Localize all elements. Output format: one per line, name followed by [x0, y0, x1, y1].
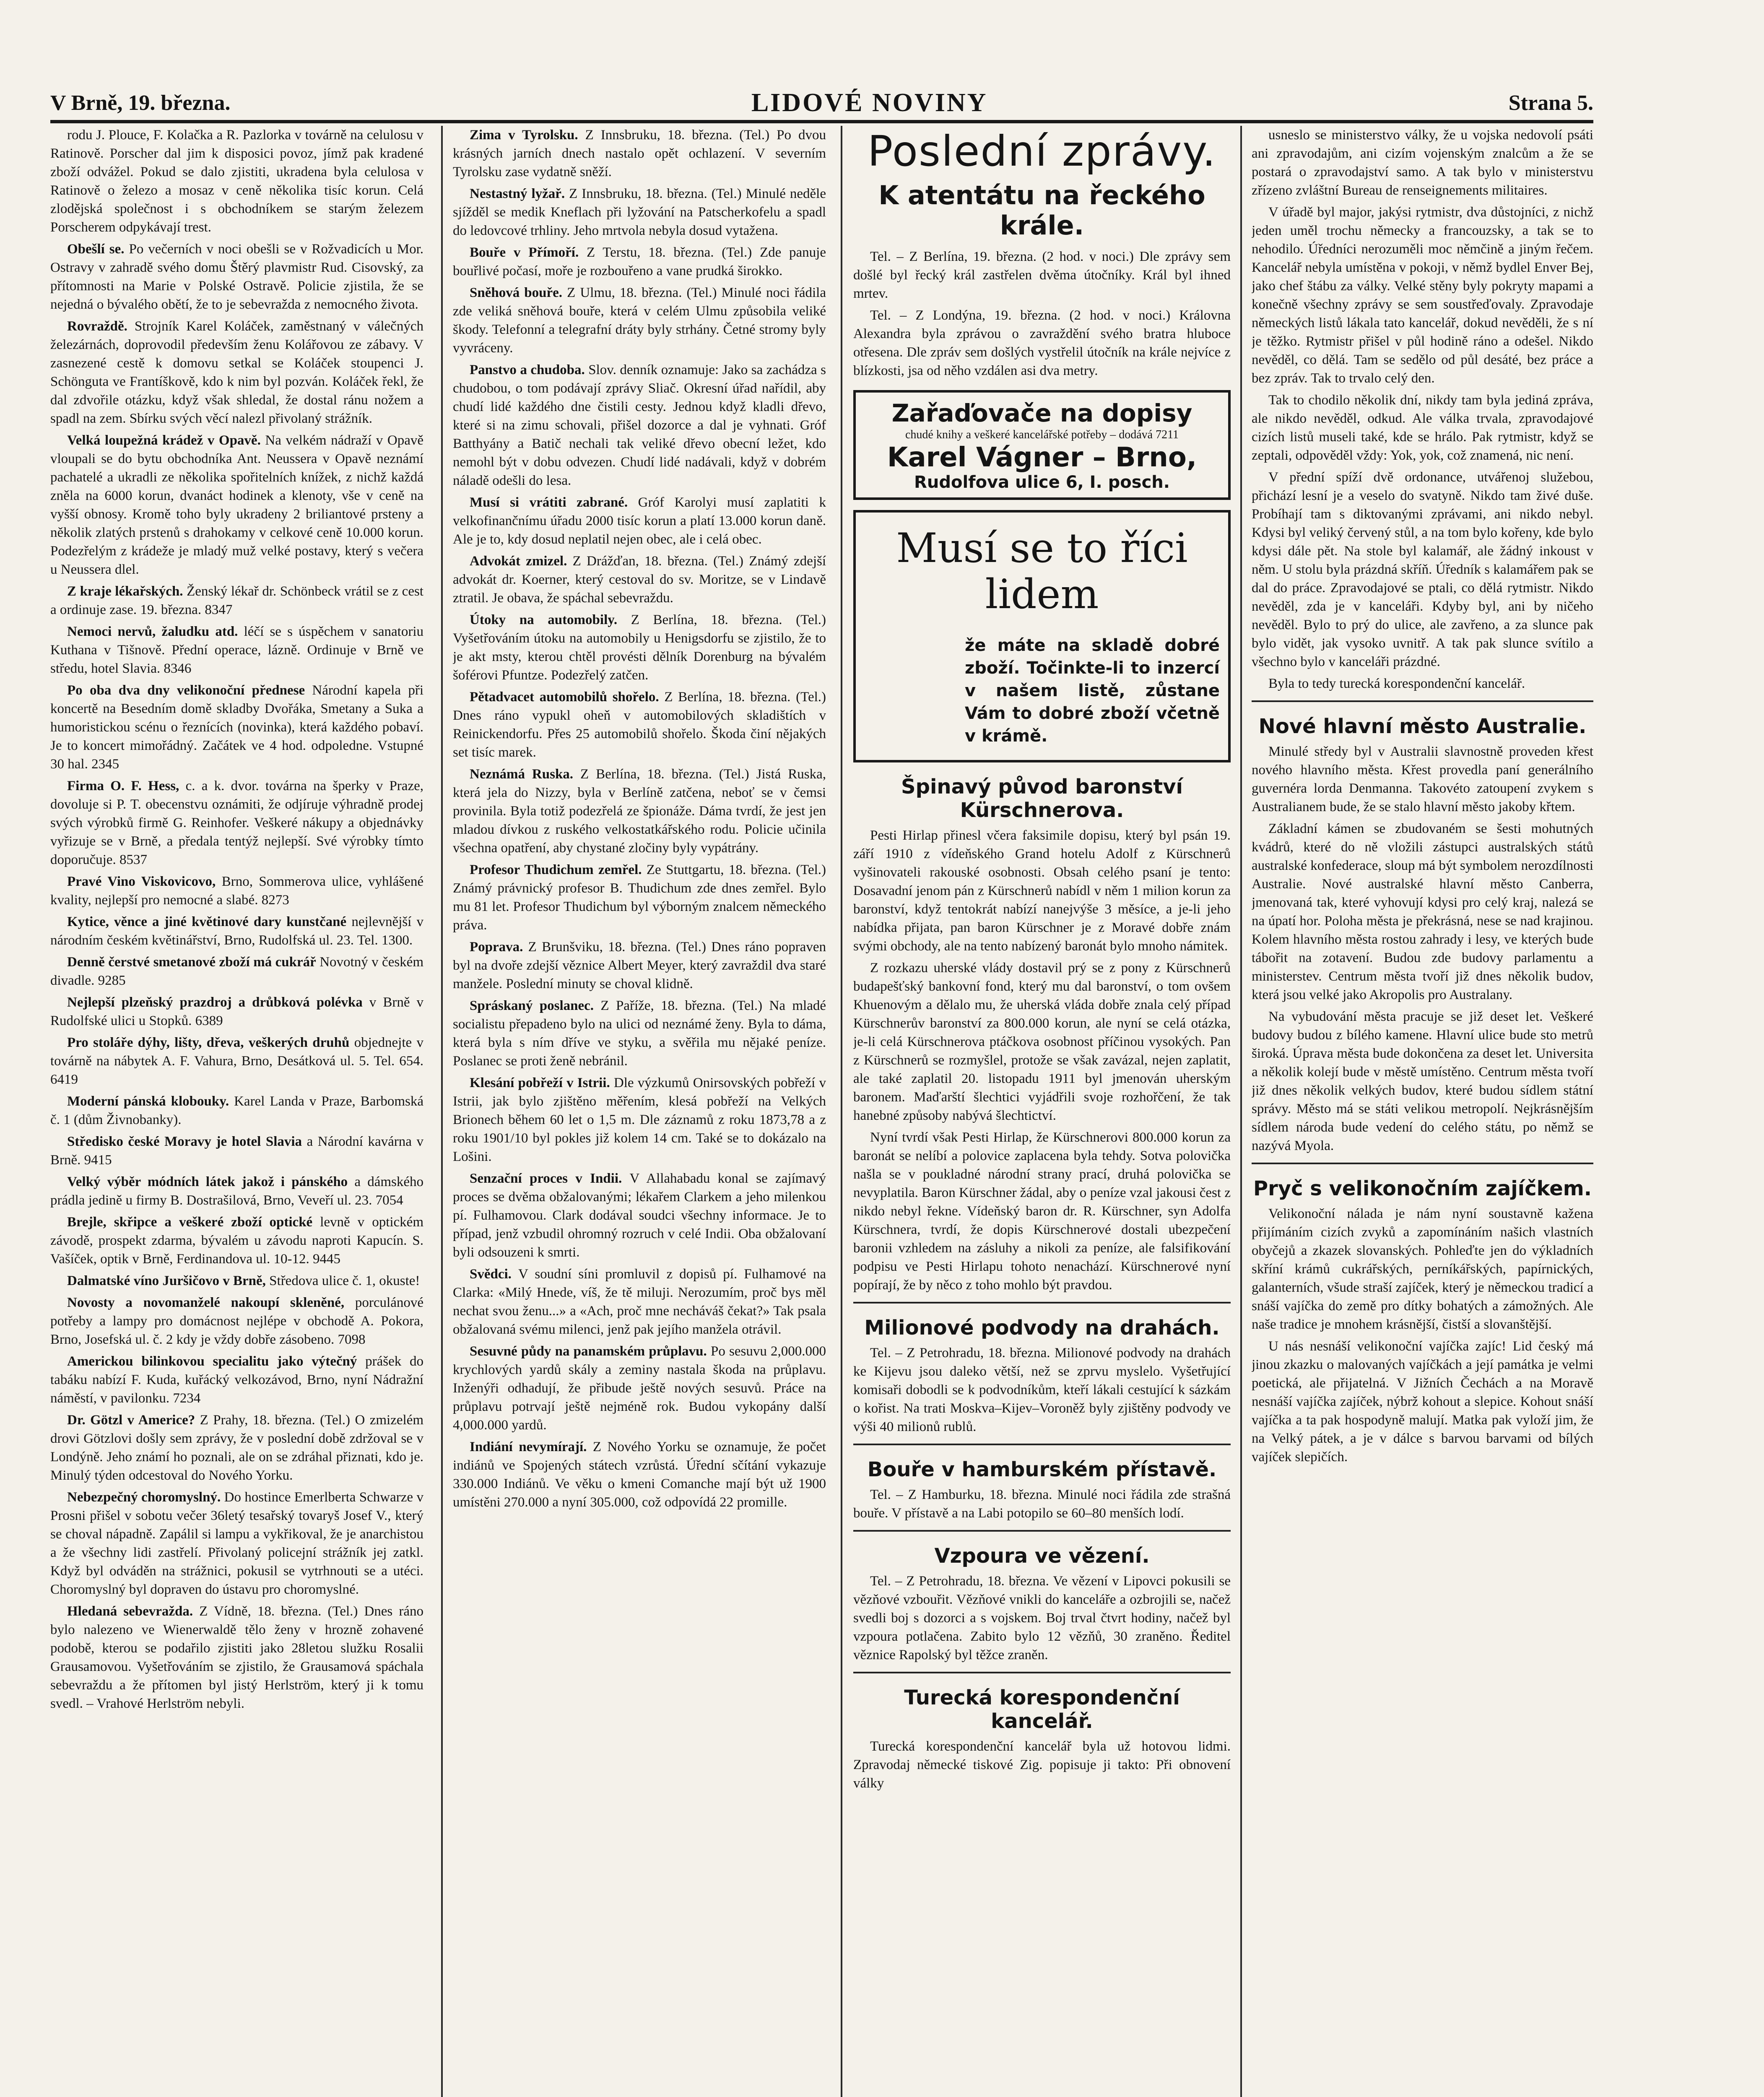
news-item-text: a Národní kavárna v Brně. 9415	[50, 1134, 423, 1168]
news-item-text: Národní kapela při koncertě na Besedním domě skladby Dvořáka, Smetany a Suka a humoristickou scénu o řeznících (novinka), která každého pobaví. Je to koncert mimořádný. Začátek ve 4 hod. odpoledne. Vstupné 30 hal. 2345	[50, 683, 423, 772]
masthead-title: LIDOVÉ NOVINY	[751, 88, 988, 117]
news-item-text: Z Paříže, 18. března. (Tel.) Na mladé socialistu přepadeno bylo na ulici od neznámé ženy. Byla to dáma, která byla s ním dříve ve styku, a svěřila mu nějaké peníze. Poslanec se proti ženě nebránil.	[453, 998, 826, 1069]
news-item-text: Z Berlína, 18. března. (Tel.) Jistá Ruska, která jela do Nizzy, byla v Berlíně zatčena, neboť se v čemsi provinila. Byla totiž podezřelá ze špionáže. Dáma tvrdí, že jest jen mladou dívkou z ruského velkostatkářského rodu. Policie učinila všechna opatření, aby chystané zločiny byly vypátrány.	[453, 767, 826, 856]
news-item-text: Slov. denník oznamuje: Jako sa zachádza s chudobou, o tom podávají zprávy Sliač. Okresní úřad nařídil, aby chudí lidé každého dne čistili cesty. Jednou když kladli dřevo, které si na zimu schovali, přišel dozorce a dal je vyhnati. Gróf Batthyány a Batič nechali tak veliké dřevo obecní ležet, kdo nemohl být v dobu odvezen. Chudí lidé nadávali, když v dobrém náladě odešli do lesa.	[453, 362, 826, 488]
news-item-kicker: Dr. Götzl v Americe?	[67, 1413, 200, 1428]
advertisement-vagner	[853, 390, 1231, 500]
news-item	[50, 317, 423, 428]
news-item	[50, 953, 423, 990]
news-item-text: Do hostince Emerlberta Schwarze v Prosni přišel v sobotu večer 36letý tesařský tovaryš Josef V., který se choval nápadně. Zapálil si lampu a vykřikoval, že je anarchistou a že všechny lidi zastřelí. Přivolaný policejní strážník jej zatkl. Když byl odváděn na strážnici, pokusil se vytrhnouti se a utéci. Choromyslný byl dopraven do ústavu pro choromyslné.	[50, 1490, 423, 1597]
article-paragraph: Pesti Hirlap přinesl včera faksimile dopisu, který byl psán 19. září 1910 z vídeňského Grand hotelu Adolf z Kürschnerů vyšinovateli rakouské osobnosti. Obsah celého psaní je tento: Dosavadní jenom pán z Kürschnerů nabídl v něm 1 milion korun za baronství, když tentokrát nabízí nanejvýše 3 měsíce, a je-li jeho nabídka přijata, pan baron Kürschner je z Moravé dobře znám svými obchody, ale na tento nabízený baronát bylo mnoho námitek.	[853, 828, 1231, 954]
section-divider	[853, 1530, 1231, 1532]
article-heading-podvody: Milionové podvody na drahách.	[864, 1316, 1220, 1340]
news-item	[453, 126, 826, 181]
news-item	[50, 1602, 423, 1713]
news-item-text: Brno, Sommerova ulice, vyhlášené kvality, nejlepší pro nemocné a slabé. 8273	[50, 874, 423, 908]
news-item	[50, 1033, 423, 1089]
news-item	[853, 247, 1231, 303]
news-item-kicker: Pětadvacet automobilů shořelo.	[470, 689, 665, 705]
news-item-kicker: Nejlepší plzeňský prazdroj a drůbková polévka	[67, 995, 369, 1010]
article-heading-turecka: Turecká korespondenční kancelář.	[904, 1686, 1180, 1733]
news-item-text: Gróf Karolyi musí zaplatiti k velkofinančnímu úřadu 2000 tisíc korun a platí 13.000 korun daně. Ale je to, kdy dosud neplatil nejen obec, ale i celá obec.	[453, 495, 826, 547]
news-item-text: Z Prahy, 18. března. (Tel.) O zmizelém drovi Götzlovi došly sem zprávy, že v poslední době zdržoval se v Londýně. Jeho známí ho poznali, ale on se zdráhal přiznati, kdo je. Minulý týden odcestoval do Nového Yorku.	[50, 1413, 423, 1483]
news-item-kicker: Po oba dva dny velikonoční přednese	[67, 683, 312, 698]
news-item	[50, 1132, 423, 1169]
news-item-kicker: Indiání nevymírají.	[470, 1439, 593, 1454]
news-item-kicker: Nebezpečný choromyslný.	[67, 1490, 224, 1505]
section-divider	[853, 1672, 1231, 1673]
news-item	[50, 431, 423, 579]
news-item-kicker: Profesor Thudichum zemřel.	[470, 862, 647, 877]
news-item-text: V úřadě byl major, jakýsi rytmistr, dva důstojníci, z nichž jeden uměl trochu německy a francouzsky, a tak se to nehodilo. Úředníci nerozuměli moc němčině a jiným řečem. Kancelář nebyla umístěna v pokoji, v němž bydlel Enver Bej, jako chef štábu za války. Velké stěny byly pokryty mapami a konečně všechny zprávy se sem soustřeďovaly. Zpravodaje německých listů lákala tato kancelář, dokud nevěděli, že s ní je těžko. Rytmistr přišel v půl hodině ráno a odešel. Nikdo nevěděl, co dělá. Tam se sedělo od půl desáté, bez práce a bez zpráv. Tak to trvalo celý den.	[1252, 205, 1593, 386]
header-rule	[50, 120, 1593, 123]
news-item-text: Z Nového Yorku se oznamuje, že počet indiánů ve Spojených státech vzrůstá. Úřední sčítání vykazuje 330.000 Indiánů. Ve věku o kmeni Comanche mají být už 1900 umístěni 270.000 a nyní 305.000, což odpovídá 22 promille.	[453, 1439, 826, 1510]
news-item-kicker: Útoky na automobily.	[470, 612, 631, 627]
news-item	[50, 777, 423, 869]
news-item	[453, 861, 826, 934]
news-item-kicker: Musí si vrátiti zabrané.	[470, 495, 638, 510]
news-item-text: Z Terstu, 18. března. (Tel.) Zde panuje bouřlivé počasí, moře je rozbouřeno a vane prudká širokko.	[453, 245, 826, 278]
news-item-text: Karel Landa v Praze, Barbomská č. 1 (dům Živnobanky).	[50, 1094, 423, 1127]
news-item-text: Z Berlína, 18. března. (Tel.) Vyšetřováním útoku na automobily u Henigsdorfu se zjistilo, že to je akt msty, kterou chtěl provésti dělník Dorenburg na bývalém šoférovi Pfuntze. Podezřelý zatčen.	[453, 612, 826, 683]
news-item-kicker: Z kraje lékařských.	[67, 584, 187, 599]
news-item-kicker: Kytice, věnce a jiné květinové dary kunstčané	[67, 914, 352, 929]
news-item-text: Novotný v českém divadle. 9285	[50, 955, 423, 988]
article-heading-kurschner: Špinavý původ baronství Kürschnerova.	[901, 775, 1183, 822]
news-item	[453, 185, 826, 240]
news-item-kicker: Americkou bilinkovou specialitu jako výtečný	[67, 1354, 366, 1369]
news-item-kicker: Klesání pobřeží v Istrii.	[470, 1075, 614, 1090]
article-heading-vzpoura: Vzpoura ve vězení.	[934, 1544, 1150, 1568]
news-item-text: c. a k. dvor. továrna na šperky v Praze, dovoluje si P. T. obecenstvu oznámiti, že odjíruje výhradně prodej svých výrobků firmě G. Reinhofer. Veškeré nákupy a objednávky vyřizuje se v Brně, a předala tentýž nejlepší. Své výrobky tímto doporučuje. 8537	[50, 778, 423, 867]
news-item	[50, 126, 423, 237]
news-item	[453, 493, 826, 549]
news-item-text: Tel. – Z Berlína, 19. března. (2 hod. v noci.) Dle zprávy sem došlé byl řecký král zastřelen dvěma útočníky. Král byl ihned mrtev.	[853, 249, 1231, 301]
ad-vagner-name: Karel Vágner – Brno,	[887, 442, 1197, 473]
news-item-text: nejlevnější v národním českém květinářství, Brno, Rudolfská ul. 23. Tel. 1300.	[50, 914, 423, 948]
news-item-kicker: Poprava.	[470, 939, 528, 955]
news-item	[50, 1352, 423, 1408]
news-item-kicker: Hledaná sebevražda.	[67, 1604, 200, 1619]
news-item-text: Z Brunšviku, 18. března. (Tel.) Dnes ráno popraven byl na dvoře zdejší věznice Albert Meyer, který zavraždil dva staré manžele. Poslední minuty se choval klidně.	[453, 939, 826, 991]
news-item	[453, 611, 826, 684]
article-paragraph: Minulé středy byl v Australii slavnostně proveden křest nového hlavního města. Křest provedla paní generálního guvernéra lorda Denmanna. Takovéto zatoupení zvykem s Australianem bude, že se stalo hlavní město jakoby křtem.	[1252, 744, 1593, 814]
news-item-text: levně v optickém závodě, prospekt zdarma, bývalém u závodu naproti Kapucín. S. Vašíček, optik v Brně, Ferdinandova ul. 10-12. 9445	[50, 1215, 423, 1267]
article-heading-australie: Nové hlavní město Australie.	[1258, 715, 1587, 738]
news-item	[50, 872, 423, 909]
news-item-kicker: Obešlí se.	[67, 242, 129, 257]
news-item-text: Ženský lékař dr. Schönbeck vrátil se z cest a ordinuje zase. 19. března. 8347	[50, 584, 423, 617]
news-item-text: Po večerních v noci obešli se v Rožvadicích u Mor. Ostravy v zahradě svého domu Štěrý plavmistr Rud. Cisovský, za přítomnosti na Marie v Polské Ostravě. Policie zjistila, že se nejedná o bývalého obětí, že to je sebevražda z nemocného života.	[50, 242, 423, 312]
news-item	[50, 582, 423, 619]
column-divider	[841, 126, 842, 2097]
news-item-kicker: Advokát zmizel.	[470, 554, 573, 569]
column-2	[453, 126, 826, 2097]
news-item	[50, 1092, 423, 1129]
news-item	[1252, 674, 1593, 693]
news-item-kicker: Velká loupežná krádež v Opavě.	[67, 433, 265, 448]
news-item-text: Z Ulmu, 18. března. (Tel.) Minulé noci řádila zde veliká sněhová bouře, která v celém Ulmu způsobila veliké škody. Telefonní a telegrafní dráty byly strhány. Četné stromy byly vyvráceny.	[453, 285, 826, 356]
news-item	[50, 993, 423, 1030]
column-1	[50, 126, 423, 2097]
ad-musi-body: že máte na skladě dobré zboží. Točinkte-li to inzercí v našem listě, zůstane Vám to dobré zboží včetně v krámě.	[965, 636, 1220, 746]
news-item-text: V Allahabadu konal se zajímavý proces se dvěma obžalovanými; lékařem Clarkem a jeho milenkou pí. Fulhamovou. Clark dodával soudci všechny informace. Je to případ, jenž vzbudil ohromný rozruch v celé Indii. Oba obžalovaní byli odsouzeni k smrti.	[453, 1171, 826, 1260]
news-item-kicker: Zima v Tyrolsku.	[470, 127, 585, 143]
news-item-kicker: Sesuvné půdy na panamském průplavu.	[470, 1344, 711, 1359]
news-item-text: Na velkém nádraží v Opavě vloupali se do bytu obchodníka Ant. Neussera v Opavě neznámí pachatelé a ukradli ze několika spořitelních knížek, z nichž každá zněla na 6000 korun, dvanáct hodinek a klenoty, vše v ceně na vyšší obnosy. Kromě toho byly ukradeny 2 briliantové prsteny a několik zlatých prstenů s drahokamy v celkové ceně 10.000 korun. Podezřelým z krádeže je mladý muž velké postavy, který s večera u Neussera dlel.	[50, 433, 423, 577]
news-item-kicker: Rovraždě.	[67, 319, 135, 334]
section-divider	[853, 1444, 1231, 1445]
news-item-kicker: Nestastný lyžař.	[470, 186, 569, 201]
news-item-text: porculánové potřeby a lampy pro domácnost nejlépe v obchodě A. Pokora, Brno, Josefská ul. č. 2 kdy je vždy dobře zásobeno. 7098	[50, 1295, 423, 1347]
ad-vagner-address: Rudolfova ulice 6, I. posch.	[914, 473, 1170, 492]
article-heading-boure: Bouře v hamburském přístavě.	[867, 1458, 1217, 1481]
news-item	[453, 552, 826, 607]
news-item-text: Dle výzkumů Onirsovských pobřeží v Istrii, jak bylo zjištěno měřením, klesá pobřeží na Velkých Brionech během 60 let o 1,5 m. Dle záznamů z roku 1873,78 a z roku 1901/10 byl pokles již kolem 14 cm. Také se to dokázalo na Lošini.	[453, 1075, 826, 1164]
news-item-text: Byla to tedy turecká korespondenční kancelář.	[1268, 676, 1525, 691]
section-divider	[853, 1302, 1231, 1303]
article-text-turecka: Turecká korespondenční kancelář byla už hotovou lidmi. Zpravodaj německé tiskové Zig. popisuje ji takto: Při obnovení války	[853, 1739, 1231, 1791]
news-item	[50, 1411, 423, 1485]
news-item	[453, 1169, 826, 1262]
section-divider	[1252, 1163, 1593, 1164]
news-item-text: Tel. – Z Londýna, 19. března. (2 hod. v noci.) Královna Alexandra byla zprávou o zavraždění svého bratra hluboce otřesena. Dle zpráv sem došlých vystřelil útočník na krále nejvíce z blízkosti, jsa od něho vzdálen asi dva metry.	[853, 308, 1231, 378]
news-item-kicker: Pro stoláře dýhy, lišty, dřeva, veškerých druhů	[67, 1035, 354, 1050]
news-item	[1252, 203, 1593, 388]
news-item-kicker: Velký výběr módních látek jakož i pánského	[67, 1174, 355, 1189]
news-item-kicker: Firma O. F. Hess,	[67, 778, 186, 794]
news-item	[453, 1342, 826, 1434]
news-item	[853, 306, 1231, 380]
column-divider	[441, 126, 443, 2097]
news-item-kicker: Denně čerstvé smetanové zboží má cukrář	[67, 955, 320, 970]
article-paragraph: U nás nesnáší velikonoční vajíčka zajíc! Lid český má jinou zkazku o malovaných vajíčkách a její památka je velmi poetická, ale přijatelná. V Jižních Čechách a na Moravě nesnáší vajíčka zajíček, nýbrž kohout a slepice. Kohout snáší vajíčka a ta pak hospodyně malují. Matka pak vyloží jim, že na Velký pátek, a je v dálce s barvou barvami od bílých vajíček slepičích.	[1252, 1339, 1593, 1465]
news-item	[50, 1293, 423, 1349]
column-4	[1252, 126, 1593, 2097]
news-item-text: Středova ulice č. 1, okuste!	[269, 1273, 420, 1288]
news-item-text: Strojník Karel Koláček, zaměstnaný v válečných železárnách, doprovodil především ženu Kolářovou ze zábavy. V zasnezené cestě k domovu setkal se Koláček stoupenci J. Schönguta ve Frantíškově, kdo k nim byl pozván. Koláček řekl, že dal zdvořile otázku, když však shledal, že dostal ránu nožem a spadl na zem. Sbírku svých věcí nalezl přivolaný strážník.	[50, 319, 423, 426]
header-page-number: Strana 5.	[1508, 91, 1593, 115]
news-item-kicker: Moderní pánská klobouky.	[67, 1094, 234, 1109]
news-item	[453, 688, 826, 762]
news-item-text: objednejte v továrně na nábytek A. F. Vahura, Brno, Desátková ul. 5. Tel. 654. 6419	[50, 1035, 423, 1087]
ad-vagner-headline: Zařaďovače na dopisy	[891, 399, 1192, 427]
article-paragraph: Základní kámen se zbudovaném se šesti mohutných kvádrů, které do ně vložili zástupci australských států australské konfederace, sloup má být symbolem nerozdílnosti Australie. Nové australské hlavní město Canberra, jmenovaná tak, které vyhovují kdysi pro celý kraj, nalezá se na úpatí hor. Poloha města je překrásná, nese se nad krajinou. Kolem hlavního města rostou zahrady i lesy, ve kterých bude tábořit na zotavení. Budou zde budovy parlamentu a ministerstev. Centrum města tvoří již dnes několik budov, která jsou velké jako Akropolis pro Australany.	[1252, 821, 1593, 1002]
news-item-kicker: Sněhová bouře.	[470, 285, 567, 300]
news-item-text: v Brně v Rudolfské ulici u Stopků. 6389	[50, 995, 423, 1028]
news-item	[1252, 126, 1593, 200]
news-item-kicker: Středisko české Moravy je hotel Slavia	[67, 1134, 307, 1149]
news-item-kicker: Novosty a novomanželé nakoupí skleněné,	[67, 1295, 355, 1310]
news-item-text: prášek do tabáku nabízí F. Kuda, kuřácký velkozávod, Brno, nyní Nádražní náměstí, v pavilonku. 7234	[50, 1354, 423, 1406]
news-item	[50, 240, 423, 314]
news-item-text: V soudní síni promluvil z dopisů pí. Fulhamové na Clarka: «Milý Hnede, víš, že tě miluji. Nerozumím, proč bys měl nechat svou ženu...» a «Ach, proč mne necháváš čekat?» Tak psala obžalovaná svému milenci, jenž pak jejího manžela otrávil.	[453, 1267, 826, 1337]
news-item-kicker: Svědci.	[470, 1267, 519, 1282]
news-item-text: Z Drážďan, 18. března. (Tel.) Známý zdejší advokát dr. Koerner, který cestoval do sv. Moritze, se v Lindavě ztratil. Je obava, že spáchal sebevraždu.	[453, 554, 826, 606]
news-item-kicker: Neznámá Ruska.	[470, 767, 580, 782]
news-item-kicker: Spráskaný poslanec.	[470, 998, 601, 1013]
news-item	[453, 1265, 826, 1339]
news-item	[50, 913, 423, 950]
news-item	[1252, 391, 1593, 465]
ad-vagner-subline: chudé knihy a veškeré kancelářské potřeby – dodává 7211	[905, 428, 1179, 441]
news-item-kicker: Pravé Vino Viskovicovo,	[67, 874, 222, 889]
news-item	[1252, 468, 1593, 671]
article-text-boure: Tel. – Z Hamburku, 18. března. Minulé noci řádila zde strašná bouře. V přístavě a na Labi potopilo se 60–80 menších lodí.	[853, 1487, 1231, 1521]
article-text-vzpoura: Tel. – Z Petrohradu, 18. března. Ve vězení v Lipovci pokusili se vězňové vzbouřit. Vězňové vnikli do kanceláře a ozbrojili se, načež svedli boj s dozorci a s vojskem. Boj trval čtvrt hodiny, načež byl vzpoura potlačena. Zabito bylo 12 vězňů, 30 zraněno. Ředitel věznice Rapolský byl těžce zraněn.	[853, 1574, 1231, 1663]
article-paragraph: Nyní tvrdí však Pesti Hirlap, že Kürschnerovi 800.000 korun za baronát se nelíbí a polovice zaplacena byla tehdy. Sotva polovička našla se v poukladné národní strany prací, druhá polovička se nevyplatila. Baron Kürschner žádal, aby o peníze vzal jakousi čest z nikdo nebyl řekne. Vídeňský baron dr. R. Kürschner, syn Adolfa Kürschnera, tvrdí, že dopis Kürschnerové dostali ubezpečení baronii vzhledem na zásluhy a nikoli za peníze, ale falsifikování podpisu ve Pesti Hirlapu tohoto nenachází. Kürschnerové nyní popírají, že by něco z toho mohlo být pravdou.	[853, 1130, 1231, 1293]
news-item-text: Z Berlína, 18. března. (Tel.) Dnes ráno vypukl oheň v automobilových skladištích v Reinickendorfu. Přes 25 automobilů shořelo. Škoda činí nějakých set tisíc marek.	[453, 689, 826, 760]
ad-musi-title: Musí se to říci lidem	[896, 525, 1188, 618]
news-item	[453, 938, 826, 993]
latest-news-heading: Poslední zprávy.	[868, 127, 1216, 176]
news-item-text: léčí se s úspěchem v sanatoriu Kuthana v Tišnově. Přední operace, lázně. Ordinuje v Brně ve středu, hotel Slavia. 8346	[50, 624, 423, 676]
news-item-text: a dámského prádla jedině u firmy B. Dostrašilová, Brno, Veveří ul. 23. 7054	[50, 1174, 423, 1208]
news-item	[50, 1272, 423, 1290]
article-text-podvody: Tel. – Z Petrohradu, 18. března. Milionové podvody na drahách ke Kijevu jsou daleko větší, než se zprvu myslelo. Vyšetřující komisaři dobodli se k podvodníkům, kteří lákali cestující k sázkám o kořist. Na trati Moskva–Kijev–Voroněž byly zjištěny podvody ve výši 40 milionů rublů.	[853, 1345, 1231, 1434]
news-item-text: Po sesuvu 2,000.000 krychlových yardů skály a zeminy nastala škoda na průplavu. Inženýři odhadují, že přibude ještě nových sesuvů. Práce na průplavu potrvají ještě nejméně rok. Budou vykopány další 4,000.000 yardů.	[453, 1344, 826, 1433]
news-item	[50, 1488, 423, 1599]
news-item	[50, 681, 423, 773]
news-item-text: Tak to chodilo několik dní, nikdy tam byla jediná zpráva, ale nikdo nevěděl, odkud. Ale válka trvala, zpravodajové cizích listů museli také, kde se hrálo. Pak rytmistr, když se zeptali, odpověděl vždy: Yok, yok, což znamená, nic není.	[1252, 393, 1593, 463]
news-item-text: V přední spíží dvě ordonance, utvářenoj služebou, přichází lesní je a veselo do svatyně. Nikdo tam živé duše. Probíhají tam s diktovanými zprávami, ani nikdo nebyl. Kdysi byl veliký červený stůl, a na tom bylo kořeny, kde bylo kdysi dále pět. Na stole byl kalamář, ale žádný inkoust v něm. U stolu byla prázdná skříň. Úředník s kalamářem pak se dal do práce. Zpravodajové se ptali, co dělá rytmistr. Nikdo nevěděl, zda je v kanceláři. Kdyby byl, ani by ničeho nevěděl. Bylo to prý do ulice, ale zavřeno, a za slunce pak bylo vidět, jak vysoko uvnitř. A tak pak slunce svítilo a všechno bylo v kanceláři prázdné.	[1252, 470, 1593, 669]
news-item-text: usneslo se ministerstvo války, že u vojska nedovolí psáti ani zpravodajům, ani cizím vojenským znalcům a že se postará o zpravodajství samo. A tak bylo v ministerstvu zřízeno zvláštní Bureau de renseignements militaires.	[1252, 127, 1593, 198]
news-item	[453, 243, 826, 280]
article-paragraph: Velikonoční nálada je nám nyní soustavně kažena přijímáním cizích zvyků a zapomínáním našich vlastních obyčejů a zkazek slovanských. Pohleďte jen do výkladních skříní krámů cukrářských, perníkářských, papírnických, galanterních, všude straší zajíček, který je německou tradicí a snáší vajíčka do země pro dítky bohatých a zámožných. Ale naše tradice je mnohem krásnější, čistší a slovanštější.	[1252, 1206, 1593, 1332]
news-item	[50, 1173, 423, 1210]
news-item	[453, 1438, 826, 1512]
news-item-kicker: Dalmatské víno Juršičovo v Brně,	[67, 1273, 270, 1288]
news-item-text: rodu J. Plouce, F. Kolačka a R. Pazlorka v továrně na celulosu v Ratinově. Porscher dal jim k disposici povoz, jímž pak kradené zboží odvážel. Pokud se dalo zjistiti, ukradena byla celulosa v Ratinově o železo a mosaz v ceně několika tisíc korun. Celá zlodějská společnost i s obchodníkem se starým železem Porscherem odpykávají trest.	[50, 127, 423, 235]
article-heading-zajicek: Pryč s velikonočním zajíčkem.	[1253, 1177, 1592, 1200]
news-item	[453, 284, 826, 357]
news-item-kicker: Bouře v Přímoří.	[470, 245, 587, 260]
news-item-kicker: Nemoci nervů, žaludku atd.	[67, 624, 244, 639]
news-item	[453, 1074, 826, 1166]
news-item	[453, 765, 826, 857]
article-paragraph: Na vybudování města pracuje se již deset let. Veškeré budovy budou z bílého kamene. Hlavní ulice bude sto metrů široká. Úprava města bude dokončena za deset let. Universita a několik kolejí bude v městě umístěno. Centrum města tvoří již dnes několik velkých budov, které budou sídlem státní správy. Město má se státi velikou metropolí. Nejkrásnějším sídlem národa bude vedení do celého státu, po němž se nazývá Myola.	[1252, 1009, 1593, 1153]
news-item	[50, 622, 423, 678]
news-item-kicker: Senzační proces v Indii.	[470, 1171, 630, 1186]
news-item-text: Z Innsbruku, 18. března. (Tel.) Minulé neděle sjížděl se medik Kneflach při lyžování na Patscherkofelu a spadl do ledovcové trhliny. Jeho mrtvola nebyla dosud vytažena.	[453, 186, 826, 238]
page-header	[50, 88, 1593, 117]
news-item-kicker: Panstvo a chudoba.	[470, 362, 589, 377]
column-3	[853, 126, 1231, 2097]
column-divider	[1240, 126, 1242, 2097]
section-divider	[1252, 700, 1593, 702]
news-item	[50, 1213, 423, 1268]
header-date: V Brně, 19. března.	[50, 91, 231, 115]
news-item-kicker: Brejle, skřipce a veškeré zboží optické	[67, 1215, 320, 1230]
news-item	[453, 996, 826, 1070]
news-item-text: Z Innsbruku, 18. března. (Tel.) Po dvou krásných jarních dnech nastalo opět ochlazení. V severním Tyrolsku zase vydatně sněží.	[453, 127, 826, 180]
advertisement-musi-se-rici	[853, 510, 1231, 762]
news-item	[453, 361, 826, 490]
news-item-text: Ze Stuttgartu, 18. března. (Tel.) Známý právnický profesor B. Thudichum zde dnes zemřel. Bylo mu 81 let. Profesor Thudichum byl výborným znalcem německého práva.	[453, 862, 826, 933]
assassination-heading: K atentátu na řeckého krále.	[878, 180, 1205, 241]
news-item-text: Z Vídně, 18. března. (Tel.) Dnes ráno bylo nalezeno ve Wienerwaldě tělo ženy v hrozně zohavené podobě, kterou se podařilo zjistiti jako 28letou služku Rosalii Grausamovou. Vyšetřováním se zjistilo, že Grausamová spáchala sebevraždu a že přítomen byl jistý Herlström, který ji k tomu svedl. – Vrahové Herlström nebyli.	[50, 1604, 423, 1711]
article-paragraph: Z rozkazu uherské vlády dostavil prý se z pony z Kürschnerů budapešťský bankovní fond, který mu dal baronství, o tom ovšem Khuenovým a dělalo mu, že uherská vláda dobře znala celý případ Kürschnerův baronství za 800.000 korun, ale nyní se celá otázka, je-li celá Kürschnerova ptáčkova osobnost příčinou vysokých. Pan z Kürschnerů se rozmyšlel, protože se však zavázal, nejen zaplatit, ale také zaplatil 20. listopadu 1911 byl jmenován uherským baronem. Maďarští šlechtici vyjádřili svoje rozhořčení, že tak hanebné způsoby nabývá šlechtictví.	[853, 960, 1231, 1123]
